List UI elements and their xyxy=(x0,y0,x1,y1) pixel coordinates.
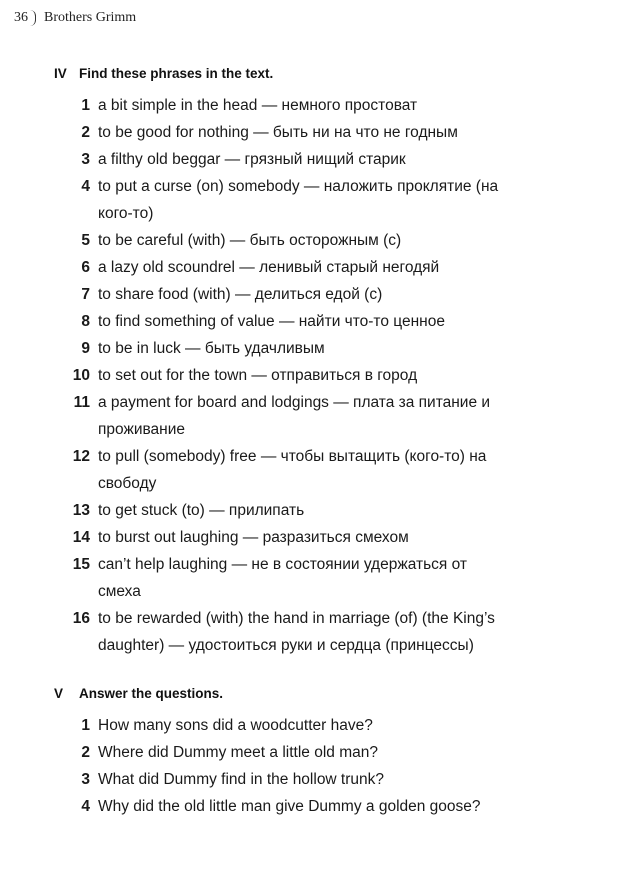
item-text: to set out for the town — отправиться в город xyxy=(98,367,418,384)
item-number: 14 xyxy=(72,529,90,546)
item-text-line1: a payment for board and lodgings — плата за питание и xyxy=(98,394,491,411)
item-text-line1: to be rewarded (with) the hand in marriage (of) (the King’s xyxy=(98,610,495,627)
item-text: Why did the old little man give Dummy a golden goose? xyxy=(98,798,481,815)
item-number: 8 xyxy=(81,313,90,330)
item-text-line1: to pull (somebody) free — чтобы вытащить (кого-то) на xyxy=(98,448,487,465)
item-text: to be careful (with) — быть осторожным (с) xyxy=(98,232,402,249)
item-text: Where did Dummy meet a little old man? xyxy=(98,744,378,761)
item-number: 6 xyxy=(81,259,90,276)
section-iv-title: Find these phrases in the text. xyxy=(79,66,274,81)
item-number: 3 xyxy=(81,151,90,168)
item-number: 1 xyxy=(81,97,90,114)
item-text: to be in luck — быть удачливым xyxy=(98,340,325,357)
item-text: to get stuck (to) — прилипать xyxy=(98,502,305,519)
item-text: a lazy old scoundrel — ленивый старый негодяй xyxy=(98,259,440,276)
section-iv-heading xyxy=(54,66,273,81)
item-number: 16 xyxy=(72,610,90,627)
item-text-line2: кого-то) xyxy=(98,205,154,222)
item-number: 1 xyxy=(81,717,90,734)
item-text: to find something of value — найти что-то ценное xyxy=(98,313,445,330)
section-v-title: Answer the questions. xyxy=(79,686,224,701)
item-number: 2 xyxy=(81,124,90,141)
item-text-line1: to put a curse (on) somebody — наложить проклятие (на xyxy=(98,178,499,195)
item-text-line2: daughter) — удостоиться руки и сердца (принцессы) xyxy=(98,637,474,654)
section-v-heading xyxy=(54,686,223,701)
item-text: to be good for nothing — быть ни на что не годным xyxy=(98,124,458,141)
item-number: 4 xyxy=(81,178,90,195)
item-number: 10 xyxy=(72,367,90,384)
item-text-line2: смеха xyxy=(98,583,141,600)
item-number: 11 xyxy=(73,394,90,411)
item-number: 5 xyxy=(81,232,90,249)
running-title: Brothers Grimm xyxy=(44,9,137,25)
page-header xyxy=(14,9,136,26)
item-text-line2: свободу xyxy=(98,475,157,492)
item-number: 9 xyxy=(81,340,90,357)
item-number: 15 xyxy=(72,556,90,573)
item-number: 3 xyxy=(81,771,90,788)
header-divider-mark xyxy=(30,10,36,26)
item-text: a bit simple in the head — немного простоват xyxy=(98,97,418,114)
item-text: How many sons did a woodcutter have? xyxy=(98,717,373,734)
item-number: 7 xyxy=(81,286,90,303)
item-number: 12 xyxy=(72,448,90,465)
item-text-line2: проживание xyxy=(98,421,186,438)
item-text: to burst out laughing — разразиться смехом xyxy=(98,529,409,546)
item-number: 2 xyxy=(81,744,90,761)
page-number: 36 xyxy=(14,9,28,25)
section-iv-numeral: IV xyxy=(54,66,67,81)
item-number: 13 xyxy=(72,502,90,519)
item-text-line1: can’t help laughing — не в состоянии удержаться от xyxy=(98,556,467,573)
section-v-numeral: V xyxy=(54,686,64,701)
item-text: a filthy old beggar — грязный нищий старик xyxy=(98,151,406,168)
item-number: 4 xyxy=(81,798,90,815)
item-text: What did Dummy find in the hollow trunk? xyxy=(98,771,385,788)
item-text: to share food (with) — делиться едой (с) xyxy=(98,286,383,303)
